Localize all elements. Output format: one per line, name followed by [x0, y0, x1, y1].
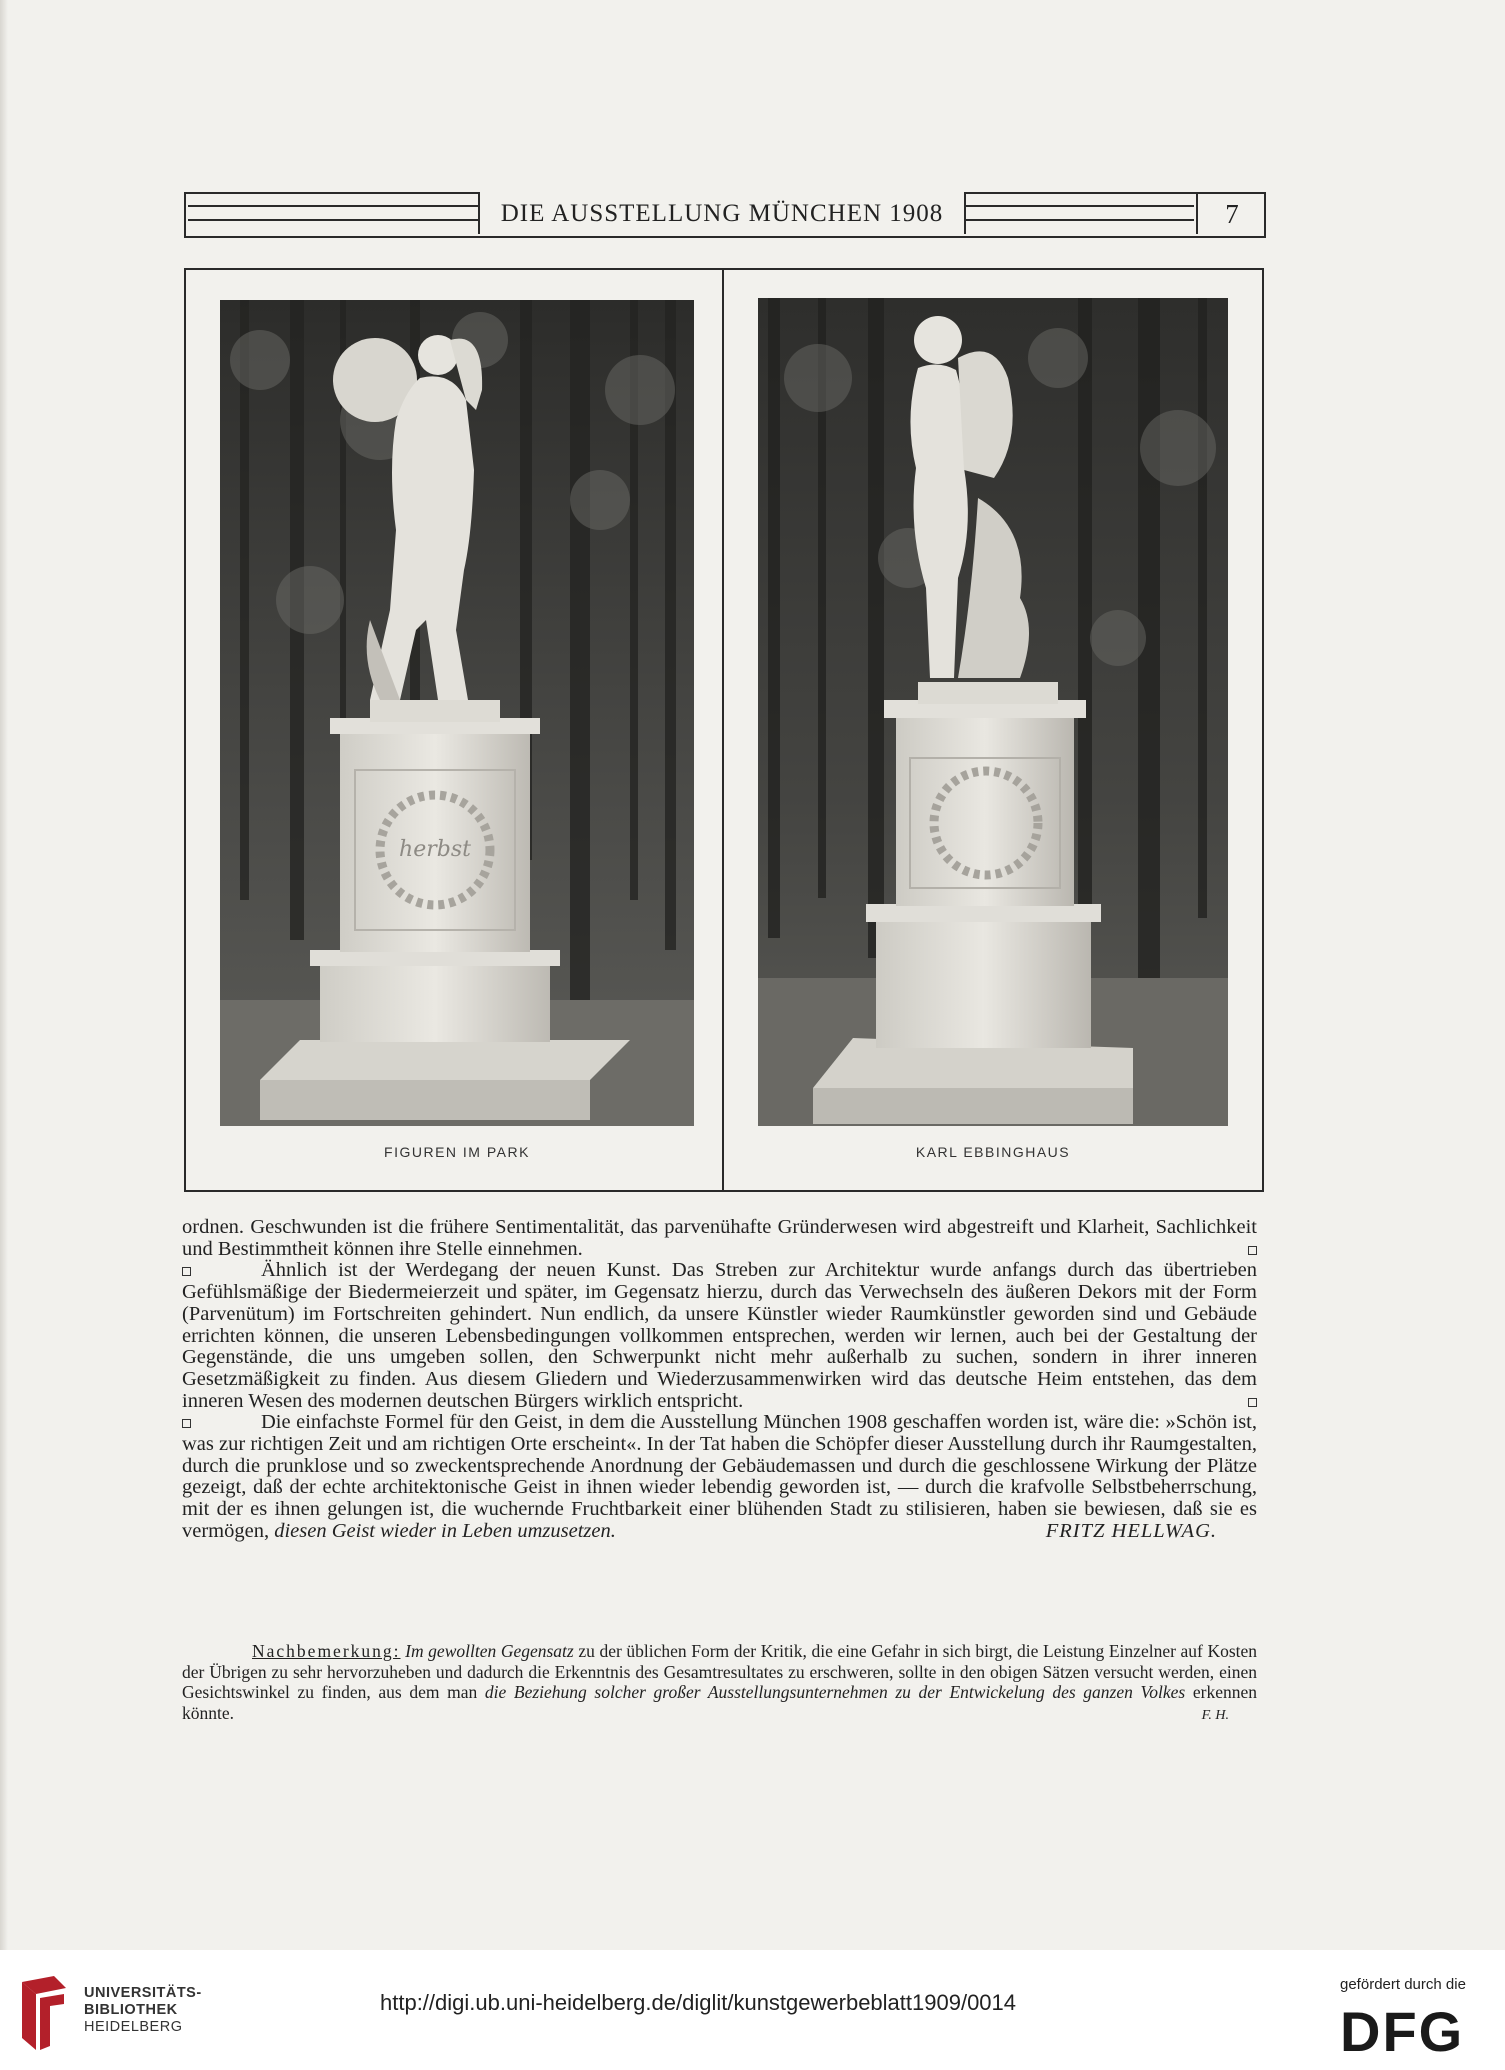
library-name-line-1: UNIVERSITÄTS-: [84, 1985, 202, 2001]
author-signature: FRITZ HELLWAG.: [1045, 1519, 1217, 1542]
photo-statue-woman: [758, 298, 1228, 1126]
paragraph-2-text: Ähnlich ist der Werdegang der neuen Kunst. Das Streben zur Architektur wurde anfangs durch das übertrieben Gefühlsmäßige der Biedermeierzeit und später, im Gegensatz hierzu, durch das Verwechseln des äußeren Dekors mit der Form (Parvenütum) im Fortschreiten gehindert. Nun endlich, da unsere Künstler wieder Raumkünstler geworden sind und Gebäude errichten können, die unseren Lebensbedingungen vollkommen entsprechen, werden wir lernen, auch bei der Gestaltung der Gegenstände, die uns umgeben sollen, den Schwerpunkt nicht mehr außerhalb zu suchen, sondern in ihrer inneren Gesetzmäßigkeit zu finden. Aus diesem Gliedern und Wiederzusammenwirken wird das deutsche Heim entstehen, das dem inneren Wesen des modernen deutschen Bürgers wirklich entspricht.: [182, 1259, 1257, 1412]
paragraph: [182, 1217, 1257, 1260]
paragraph-end-mark: [1248, 1246, 1257, 1255]
paragraph-start-mark: [182, 1267, 191, 1276]
header-rule: [188, 205, 478, 207]
note-lead: Nachbemerkung:: [252, 1641, 401, 1661]
pedestal-inscription: herbst: [399, 837, 471, 862]
statue-woman-image: [758, 298, 1228, 1126]
header-rule: [964, 219, 1194, 221]
digitization-footer: [0, 1950, 1505, 2070]
header-rule: [188, 219, 478, 221]
figure-caption-left: FIGUREN IM PARK: [384, 1144, 530, 1160]
note-text-1: zu der üblichen Form der Kritik, die eine Gefahr in sich birgt, die Leistung Einzelner auf Kosten der Übrigen zu sehr hervorzuheben und dadurch die Erkenntnis des Gesamtresultates zu erschweren, sollte in den obigen Sätzen versucht werden, einen Gesichtswinkel zu finden, aus dem man: [182, 1641, 1258, 1702]
paragraph: [182, 1260, 1257, 1412]
photo-statue-autumn: [220, 300, 694, 1126]
postscript-note: [182, 1641, 1257, 1726]
paragraph-3-italic: diesen Geist wieder in Leben umzusetzen.: [274, 1519, 616, 1542]
statue-autumn-image: [220, 300, 694, 1126]
running-header: [184, 192, 1264, 236]
note-initials: F. H.: [1201, 1707, 1229, 1723]
figure-caption-right: KARL EBBINGHAUS: [915, 1144, 1071, 1160]
paragraph: [182, 1412, 1257, 1542]
paragraph-3-text: Die einfachste Formel für den Geist, in dem die Ausstellung München 1908 geschaffen worden ist, wäre die: »Schön ist, was zur richtigen Zeit und am richtigen Orte erscheint«. In der Tat haben die Schöpfer dieser Ausstellung durch ihr Raumgestalten, durch die prunklose und so zweckentsprechende Anordnung der Gebäudemassen und durch die geschlossene Wirkung der Plätze gezeigt, daß der echte architektonische Geist in ihnen wieder lebendig geworden ist, — durch die krafvolle Selbstbeherrschung, mit der es ihnen gelungen ist, die wuchernde Fruchtbarkeit einer blühenden Stadt zu stilisieren, haben sie bewiesen, daß sie es vermögen,: [182, 1411, 1257, 1542]
header-title: DIE AUSSTELLUNG MÜNCHEN 1908: [478, 192, 966, 234]
dfg-logo[interactable]: DFG: [1340, 2000, 1465, 2063]
page-number: 7: [1196, 192, 1266, 234]
paragraph-end-mark: [1248, 1398, 1257, 1407]
header-rule: [964, 205, 1194, 207]
figure-box: [184, 268, 1264, 1192]
permalink-url[interactable]: http://digi.ub.uni-heidelberg.de/diglit/kunstgewerbeblatt1909/0014: [380, 1990, 1017, 2015]
figure-divider: [722, 270, 724, 1190]
library-name-line-2: BIBLIOTHEK: [84, 2002, 178, 2018]
funding-caption: gefördert durch die: [1340, 1976, 1466, 1993]
note-italic-1: Im gewollten Gegensatz: [405, 1641, 574, 1661]
university-library-name: [84, 1985, 202, 2036]
article-body: [182, 1217, 1257, 1543]
note-italic-2: die Beziehung solcher großer Ausstellungsunternehmen zu der Entwickelung des ganzen Volkes: [484, 1682, 1186, 1702]
university-library-logo-icon[interactable]: [14, 1974, 74, 2059]
paragraph-start-mark: [182, 1419, 191, 1428]
note-text-2: erkennen könnte.: [182, 1682, 1258, 1723]
library-name-line-3: HEIDELBERG: [84, 2019, 183, 2035]
page-edge-shadow: [0, 0, 8, 1950]
paragraph-1-text: ordnen. Geschwunden ist die frühere Sentimentalität, das parvenühafte Gründerwesen wird abgestreift und Klarheit, Sachlichkeit und Bestimmtheit können ihre Stelle einnehmen.: [182, 1216, 1257, 1260]
